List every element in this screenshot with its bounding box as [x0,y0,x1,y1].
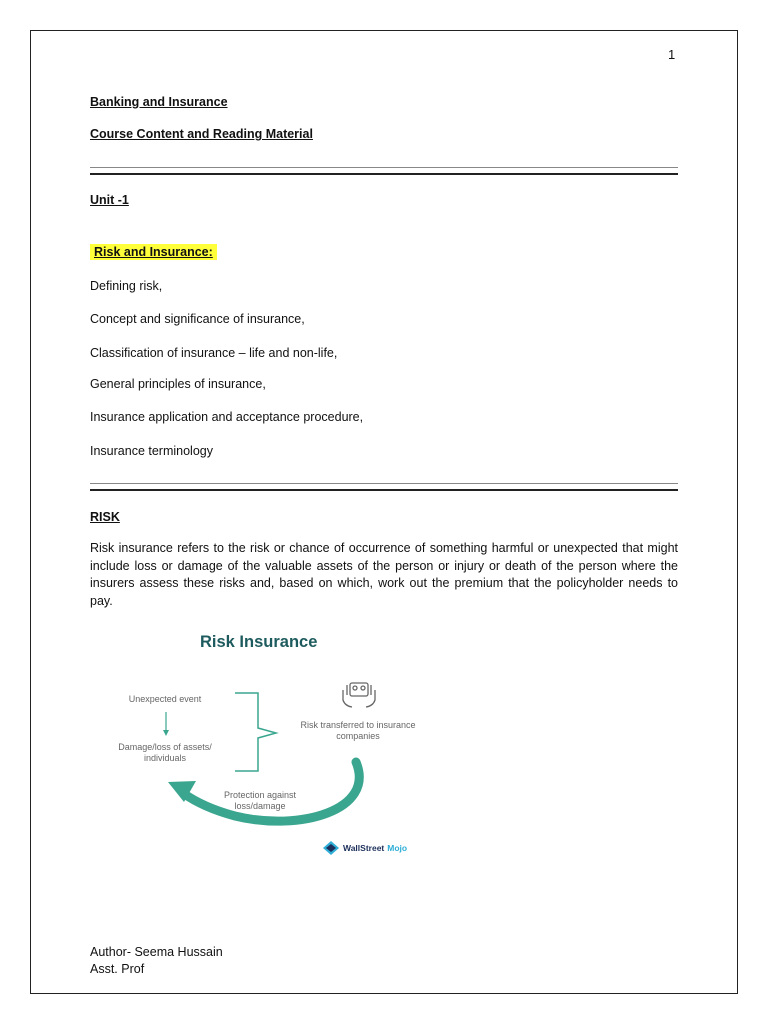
topic-item: Concept and significance of insurance, [90,312,305,326]
down-arrow-head [163,730,169,736]
damage-label [100,742,230,764]
transfer-label [288,720,428,742]
risk-heading: RISK [90,510,120,524]
unexpected-event-label: Unexpected event [128,694,202,704]
topic-item: Defining risk, [90,279,163,293]
protection-label-line2: loss/damage [234,801,286,811]
logo-icon [322,840,340,856]
author-line: Author- Seema Hussain [90,945,223,959]
damage-label-line1: Damage/loss of assets/ [118,742,212,752]
page-number: 1 [668,47,676,62]
damage-label-line2: individuals [143,753,187,763]
transfer-label-line1: Risk transferred to insurance [300,720,416,730]
wallstreetmojo-logo [322,840,407,856]
logo-text-b: Mojo [387,843,408,853]
course-title: Banking and Insurance [90,95,228,109]
logo-text-a: WallStreet [343,843,385,853]
protection-label [210,790,310,812]
risk-paragraph: Risk insurance refers to the risk or chance of occurrence of something harmful or unexpected that might include loss or damage of the valuable assets of the person or injury or death of the person where the insurers assess these risks and, based on which, work out the premium that the policyholder needs to pay. [90,541,678,608]
protection-label-line1: Protection against [223,790,297,800]
curly-brace [235,693,276,771]
section-heading: Risk and Insurance: [90,244,217,260]
figure-title: Risk Insurance [200,633,318,651]
topic-item: Insurance application and acceptance procedure, [90,410,364,424]
unit-heading: Unit -1 [90,193,129,207]
course-subtitle: Course Content and Reading Material [90,127,313,141]
topic-item: Insurance terminology [90,444,213,458]
transfer-label-line2: companies [336,731,380,741]
topic-item: Classification of insurance – life and non-life, [90,346,338,360]
insurance-hands-icon [343,683,375,707]
topic-item: General principles of insurance, [90,377,266,391]
designation-line: Asst. Prof [90,962,145,976]
